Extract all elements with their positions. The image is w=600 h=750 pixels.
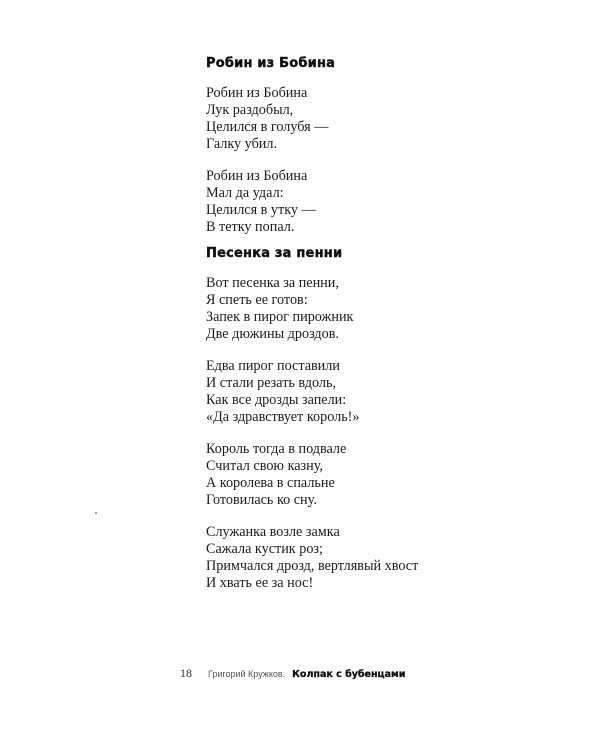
- verse-line: Сажала кустик роз;: [206, 541, 323, 557]
- verse-line: Робин из Бобина: [206, 168, 308, 184]
- poem-title: Песенка за пенни: [206, 246, 343, 261]
- verse-line: Мал да удал:: [206, 185, 284, 201]
- verse-line: Запек в пирог пирожник: [206, 309, 354, 325]
- verse-line: А королева в спальне: [206, 475, 335, 491]
- verse-line: Две дюжины дроздов.: [206, 326, 339, 342]
- verse-line: Галку убил.: [206, 136, 278, 152]
- verse-line: Считал свою казну,: [206, 458, 323, 474]
- verse-line: Робин из Бобина: [206, 85, 308, 101]
- poem-title: Робин из Бобина: [206, 56, 336, 71]
- page-footer: [180, 664, 405, 682]
- poem-sixpence: [206, 246, 566, 607]
- verse-line: Лук раздобыл,: [206, 102, 294, 118]
- verse-line: Примчался дрозд, вертлявый хвост: [206, 558, 419, 574]
- page-number: 18: [180, 666, 192, 680]
- verse-line: Готовилась ко сну.: [206, 492, 317, 508]
- verse-line: Едва пирог поставили: [206, 358, 340, 374]
- verse-line: И хвать ее за нос!: [206, 575, 314, 591]
- stanza: [206, 358, 566, 426]
- stanza: [206, 441, 566, 509]
- verse-line: И стали резать вдоль,: [206, 375, 336, 391]
- stanza: [206, 275, 566, 343]
- footer-author: Григорий Кружков.: [208, 669, 286, 679]
- poem-robin: [206, 56, 566, 251]
- stanza: [206, 524, 566, 592]
- verse-line: Целился в голубя —: [206, 119, 329, 135]
- verse-line: Как все дрозды запели:: [206, 392, 347, 408]
- verse-line: «Да здравствует король!»: [206, 409, 360, 425]
- verse-line: В тетку попал.: [206, 219, 295, 235]
- footer-book-title: Колпак с бубенцами: [292, 669, 406, 680]
- verse-line: Я спеть ее готов:: [206, 292, 308, 308]
- verse-line: Король тогда в подвале: [206, 441, 347, 457]
- page-speck: [95, 512, 97, 514]
- verse-line: Служанка возле замка: [206, 524, 340, 540]
- stanza: [206, 168, 566, 236]
- stanza: [206, 85, 566, 153]
- verse-line: Целился в утку —: [206, 202, 316, 218]
- verse-line: Вот песенка за пенни,: [206, 275, 339, 291]
